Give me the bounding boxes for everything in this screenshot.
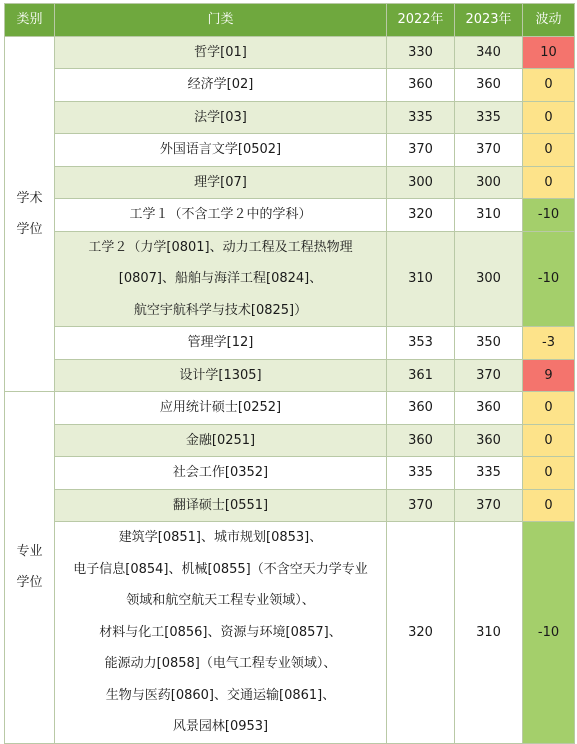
change-cell: 0: [523, 101, 575, 134]
score-2023: 370: [455, 359, 523, 392]
change-cell: 0: [523, 424, 575, 457]
table-row: [5, 199, 575, 232]
header-change: 波动: [523, 4, 575, 37]
major-cell: 设计学[1305]: [55, 359, 387, 392]
score-2023: 350: [455, 327, 523, 360]
table-row: [5, 327, 575, 360]
change-cell: 10: [523, 36, 575, 69]
header-2023: 2023年: [455, 4, 523, 37]
table-row: [5, 424, 575, 457]
change-cell: -10: [523, 199, 575, 232]
table-row: [5, 36, 575, 69]
change-cell: -3: [523, 327, 575, 360]
table-row: [5, 392, 575, 425]
change-cell: 0: [523, 134, 575, 167]
score-2023: 360: [455, 69, 523, 102]
score-2022: 335: [387, 457, 455, 490]
change-cell: -10: [523, 231, 575, 327]
table-row: [5, 69, 575, 102]
major-line: 材料与化工[0856]、资源与环境[0857]、: [99, 624, 342, 640]
major-line: 能源动力[0858]（电气工程专业领域）、: [104, 656, 337, 671]
header-2022: 2022年: [387, 4, 455, 37]
score-2022: 353: [387, 327, 455, 360]
table-row: [5, 359, 575, 392]
category-label: 学位: [16, 575, 43, 591]
change-cell: -10: [523, 522, 575, 744]
major-cell: 法学[03]: [55, 101, 387, 134]
change-cell: 0: [523, 166, 575, 199]
table-row: [5, 231, 575, 327]
major-cell: 哲学[01]: [55, 36, 387, 69]
major-cell: 翻译硕士[0551]: [55, 489, 387, 522]
score-2023: 370: [455, 134, 523, 167]
major-line: 风景园林[0953]: [172, 719, 269, 734]
change-cell: 0: [523, 69, 575, 102]
score-2022: 335: [387, 101, 455, 134]
score-2023: 360: [455, 424, 523, 457]
major-line: 建筑学[0851]、城市规划[0853]、: [118, 530, 323, 545]
major-line: 航空宇航科学与技术[0825]）: [133, 302, 308, 318]
score-2022: 300: [387, 166, 455, 199]
category-academic: [5, 36, 55, 392]
score-2023: 335: [455, 101, 523, 134]
major-line: 工学２（力学[0801]、动力工程及工程热物理: [88, 239, 353, 255]
score-2022: 360: [387, 69, 455, 102]
score-2023: 370: [455, 489, 523, 522]
major-cell: [55, 522, 387, 744]
header-category: 类别: [5, 4, 55, 37]
major-line: 电子信息[0854]、机械[0855]（不含空天力学专业: [73, 561, 368, 577]
score-2022: 370: [387, 134, 455, 167]
score-2022: 370: [387, 489, 455, 522]
score-2022: 361: [387, 359, 455, 392]
score-table: [4, 3, 575, 744]
change-cell: 0: [523, 457, 575, 490]
table-row: [5, 522, 575, 744]
score-2023: 300: [455, 166, 523, 199]
change-cell: 0: [523, 489, 575, 522]
major-cell: 管理学[12]: [55, 327, 387, 360]
score-2022: 360: [387, 424, 455, 457]
major-line: 领域和航空航天工程专业领域）、: [126, 593, 315, 608]
score-2023: 360: [455, 392, 523, 425]
major-cell: 工学１（不含工学２中的学科）: [55, 199, 387, 232]
category-label: 学位: [16, 221, 43, 237]
score-2022: 310: [387, 231, 455, 327]
score-2022: 360: [387, 392, 455, 425]
table-row: [5, 457, 575, 490]
header-major: 门类: [55, 4, 387, 37]
header-row: [5, 4, 575, 37]
score-2023: 300: [455, 231, 523, 327]
change-cell: 9: [523, 359, 575, 392]
table-row: [5, 489, 575, 522]
table-row: [5, 101, 575, 134]
score-2023: 335: [455, 457, 523, 490]
category-professional: [5, 392, 55, 744]
major-cell: 应用统计硕士[0252]: [55, 392, 387, 425]
major-cell: 金融[0251]: [55, 424, 387, 457]
score-2022: 320: [387, 199, 455, 232]
category-label: 学术: [16, 190, 43, 206]
table-row: [5, 166, 575, 199]
score-2022: 330: [387, 36, 455, 69]
major-line: [0807]、船舶与海洋工程[0824]、: [118, 271, 323, 286]
score-2023: 340: [455, 36, 523, 69]
major-cell: 社会工作[0352]: [55, 457, 387, 490]
major-cell: 经济学[02]: [55, 69, 387, 102]
major-cell: 理学[07]: [55, 166, 387, 199]
category-label: 专业: [16, 544, 43, 560]
score-2023: 310: [455, 522, 523, 744]
change-cell: 0: [523, 392, 575, 425]
table-row: [5, 134, 575, 167]
score-2022: 320: [387, 522, 455, 744]
major-cell: 外国语言文学[0502]: [55, 134, 387, 167]
major-cell: [55, 231, 387, 327]
major-line: 生物与医药[0860]、交通运输[0861]、: [105, 687, 336, 703]
score-2023: 310: [455, 199, 523, 232]
